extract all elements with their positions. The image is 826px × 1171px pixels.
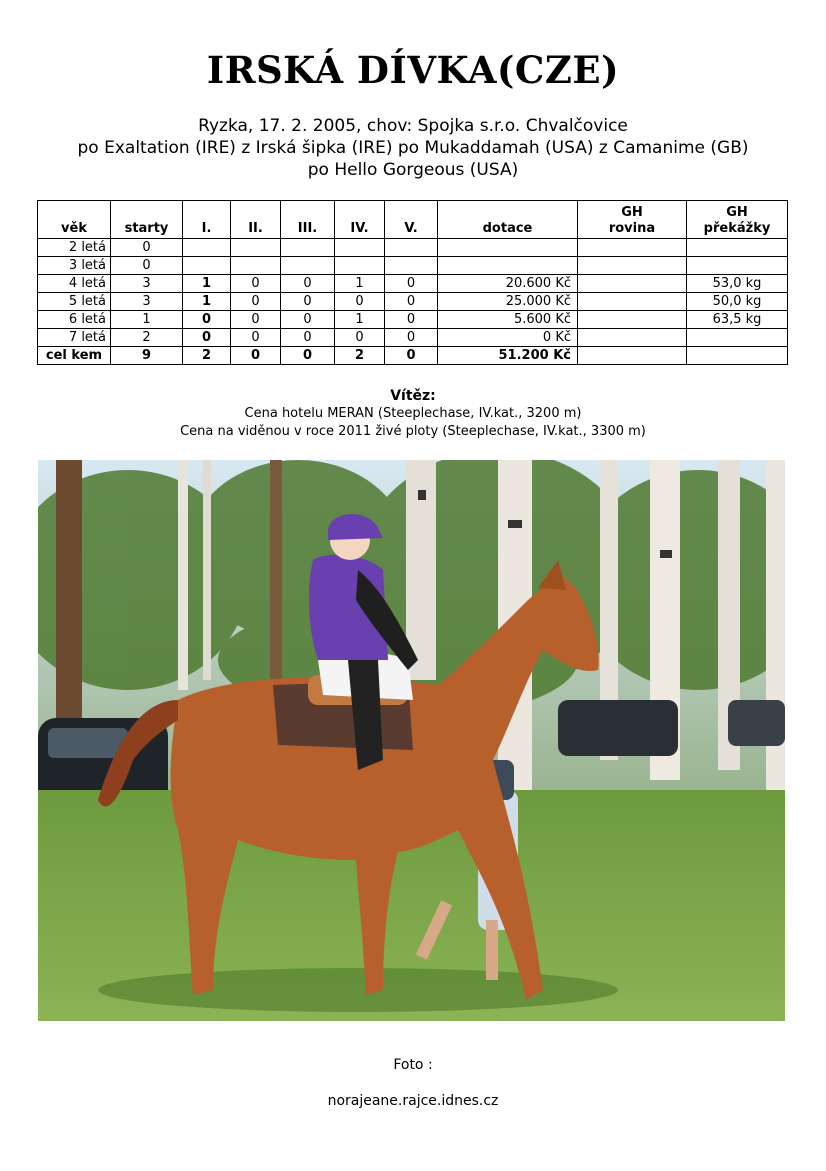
cell-total-second: 0	[231, 347, 281, 365]
cell-total-third: 0	[281, 347, 335, 365]
table-total-row	[38, 347, 788, 365]
winner-race-2: Cena na viděnou v roce 2011 živé ploty (Steeplechase, IV.kat., 3300 m)	[180, 424, 646, 439]
cell-starts: 1	[111, 311, 183, 329]
cell-fifth	[385, 239, 438, 257]
race-statistics-table	[37, 200, 788, 365]
cell-gh-flat	[578, 257, 687, 275]
col-header-gh-flat	[578, 201, 687, 239]
cell-gh-jump	[687, 239, 788, 257]
table-row	[38, 275, 788, 293]
cell-starts: 3	[111, 275, 183, 293]
cell-age: 2 letá	[38, 239, 111, 257]
cell-total-gh-flat	[578, 347, 687, 365]
cell-total-label: cel kem	[38, 347, 111, 365]
cell-second: 0	[231, 275, 281, 293]
gh-jump-top: GH	[726, 205, 748, 220]
cell-fifth: 0	[385, 275, 438, 293]
cell-third: 0	[281, 293, 335, 311]
winner-heading: Vítěz:	[390, 388, 436, 404]
cell-fourth	[335, 257, 385, 275]
col-header-third: III.	[281, 201, 335, 239]
cell-third	[281, 257, 335, 275]
cell-third: 0	[281, 329, 335, 347]
cell-starts: 0	[111, 239, 183, 257]
table-row	[38, 311, 788, 329]
cell-fifth: 0	[385, 329, 438, 347]
photo-credit-label: Foto :	[393, 1057, 433, 1073]
cell-total-fourth: 2	[335, 347, 385, 365]
cell-second: 0	[231, 311, 281, 329]
table-header-row	[38, 201, 788, 239]
winner-section	[0, 387, 826, 441]
cell-total-fifth: 0	[385, 347, 438, 365]
col-header-gh-jump	[687, 201, 788, 239]
cell-age: 5 letá	[38, 293, 111, 311]
cell-first	[183, 239, 231, 257]
cell-gh-flat	[578, 239, 687, 257]
cell-second: 0	[231, 329, 281, 347]
col-header-first: I.	[183, 201, 231, 239]
col-header-fourth: IV.	[335, 201, 385, 239]
cell-age: 3 letá	[38, 257, 111, 275]
cell-fourth: 0	[335, 293, 385, 311]
col-header-starts: starty	[111, 201, 183, 239]
cell-money: 20.600 Kč	[438, 275, 578, 293]
pedigree-line: po Exaltation (IRE) z Irská šipka (IRE) po Mukaddamah (USA) z Camanime (GB)	[77, 138, 749, 158]
gh-flat-top: GH	[621, 205, 643, 220]
cell-third: 0	[281, 311, 335, 329]
horse-photo	[38, 460, 785, 1021]
table-row	[38, 239, 788, 257]
table-row	[38, 293, 788, 311]
cell-gh-flat	[578, 275, 687, 293]
cell-second	[231, 257, 281, 275]
gh-flat-bottom: rovina	[608, 221, 656, 236]
horse-photo-illustration	[38, 460, 785, 1021]
cell-age: 7 letá	[38, 329, 111, 347]
cell-third	[281, 239, 335, 257]
cell-starts: 3	[111, 293, 183, 311]
cell-third: 0	[281, 275, 335, 293]
cell-fourth: 1	[335, 275, 385, 293]
cell-fourth: 1	[335, 311, 385, 329]
cell-first: 0	[183, 329, 231, 347]
cell-first: 1	[183, 293, 231, 311]
cell-starts: 0	[111, 257, 183, 275]
col-header-fifth: V.	[385, 201, 438, 239]
cell-money: 25.000 Kč	[438, 293, 578, 311]
cell-gh-jump: 53,0 kg	[687, 275, 788, 293]
col-header-age: věk	[38, 201, 111, 239]
horse-name-title: IRSKÁ DÍVKA(CZE)	[206, 48, 620, 92]
cell-fourth: 0	[335, 329, 385, 347]
cell-gh-flat	[578, 329, 687, 347]
table-row	[38, 257, 788, 275]
pedigree-line-continued: po Hello Gorgeous (USA)	[307, 160, 519, 180]
cell-second	[231, 239, 281, 257]
table-row	[38, 329, 788, 347]
cell-fifth: 0	[385, 293, 438, 311]
col-header-money: dotace	[438, 201, 578, 239]
gh-jump-bottom: překážky	[703, 221, 771, 236]
cell-money: 0 Kč	[438, 329, 578, 347]
cell-age: 6 letá	[38, 311, 111, 329]
cell-first: 1	[183, 275, 231, 293]
cell-gh-flat	[578, 293, 687, 311]
cell-money	[438, 239, 578, 257]
cell-money: 5.600 Kč	[438, 311, 578, 329]
cell-total-money: 51.200 Kč	[438, 347, 578, 365]
cell-age: 4 letá	[38, 275, 111, 293]
cell-first	[183, 257, 231, 275]
cell-starts: 2	[111, 329, 183, 347]
cell-fifth: 0	[385, 311, 438, 329]
cell-total-first: 2	[183, 347, 231, 365]
cell-gh-flat	[578, 311, 687, 329]
cell-money	[438, 257, 578, 275]
cell-total-starts: 9	[111, 347, 183, 365]
cell-first: 0	[183, 311, 231, 329]
col-header-second: II.	[231, 201, 281, 239]
winner-race-1: Cena hotelu MERAN (Steeplechase, IV.kat., 3200 m)	[244, 406, 582, 421]
pedigree-info	[0, 115, 826, 181]
birth-breeder-line: Ryzka, 17. 2. 2005, chov: Spojka s.r.o. Chvalčovice	[198, 116, 628, 136]
cell-second: 0	[231, 293, 281, 311]
cell-total-gh-jump	[687, 347, 788, 365]
cell-gh-jump: 63,5 kg	[687, 311, 788, 329]
cell-gh-jump	[687, 329, 788, 347]
cell-gh-jump	[687, 257, 788, 275]
cell-fourth	[335, 239, 385, 257]
cell-fifth	[385, 257, 438, 275]
photo-credit-url: norajeane.rajce.idnes.cz	[327, 1093, 499, 1109]
cell-gh-jump: 50,0 kg	[687, 293, 788, 311]
